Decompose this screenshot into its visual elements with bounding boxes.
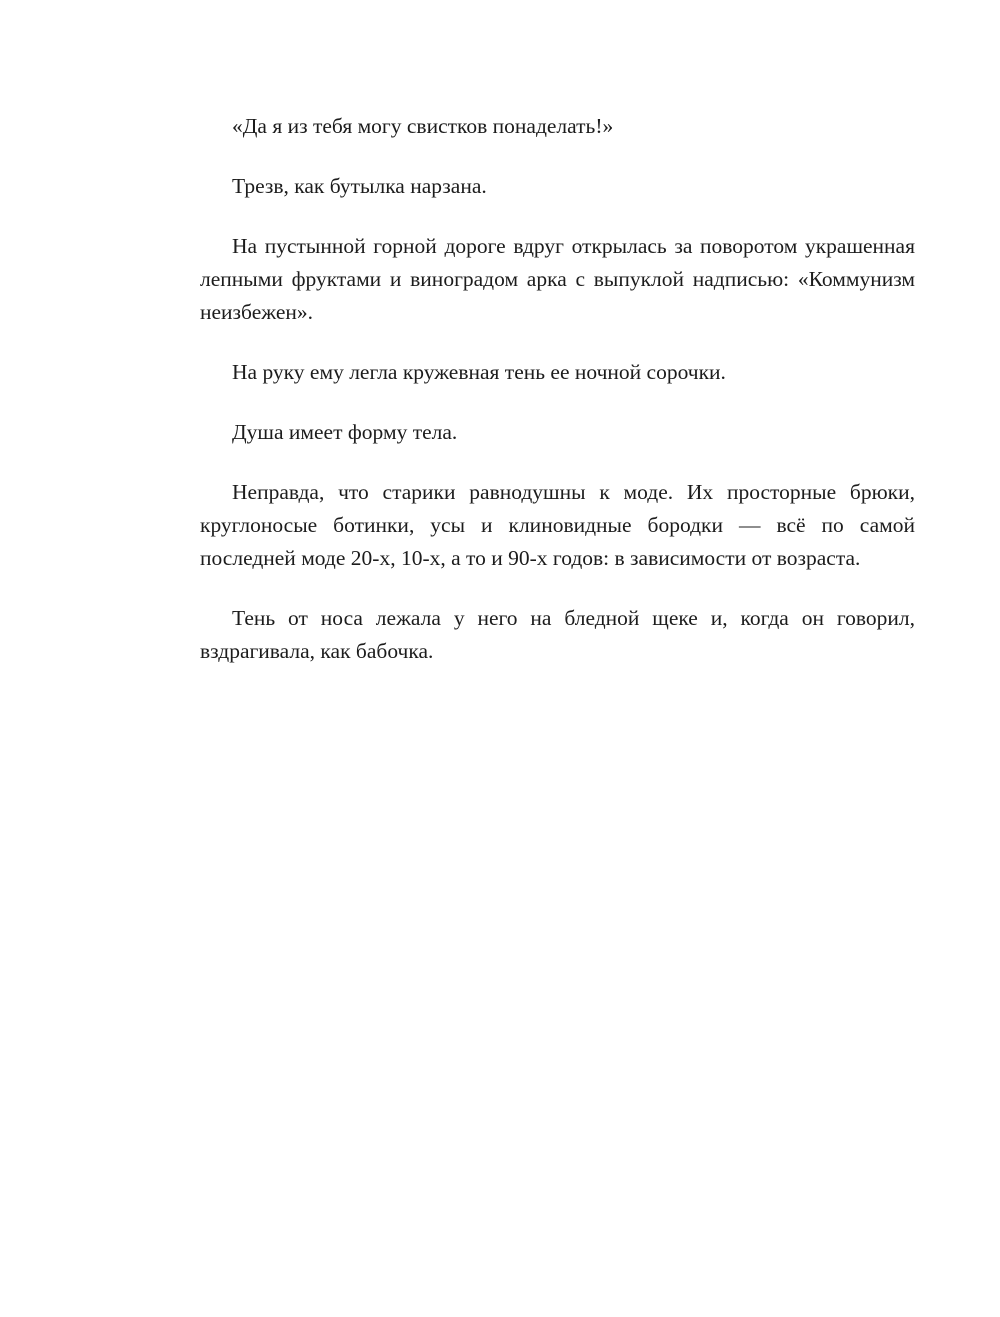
- paragraph: Трезв, как бутылка нарзана.: [232, 174, 487, 198]
- text-content: [200, 110, 915, 695]
- paragraph: Душа имеет форму тела.: [232, 420, 458, 444]
- paragraph: Неправда, что старики равнодушны к моде. Их просторные брюки, круглоносые ботинки, усы и клиновидные бородки — всё по самой последней моде 20-х, 10-х, а то и 90-х годов: в зависимости от возраста.: [200, 480, 915, 570]
- paragraph: «Да я из тебя могу свистков понаделать!»: [232, 114, 614, 138]
- paragraph: На руку ему легла кружевная тень ее ночной сорочки.: [232, 360, 726, 384]
- paragraph: Тень от носа лежала у него на бледной щеке и, когда он говорил, вздрагивала, как бабочка.: [200, 606, 915, 663]
- paragraph: На пустынной горной дороге вдруг открылась за поворотом украшенная лепными фруктами и виноградом арка с выпуклой надписью: «Коммунизм неизбежен».: [200, 234, 915, 324]
